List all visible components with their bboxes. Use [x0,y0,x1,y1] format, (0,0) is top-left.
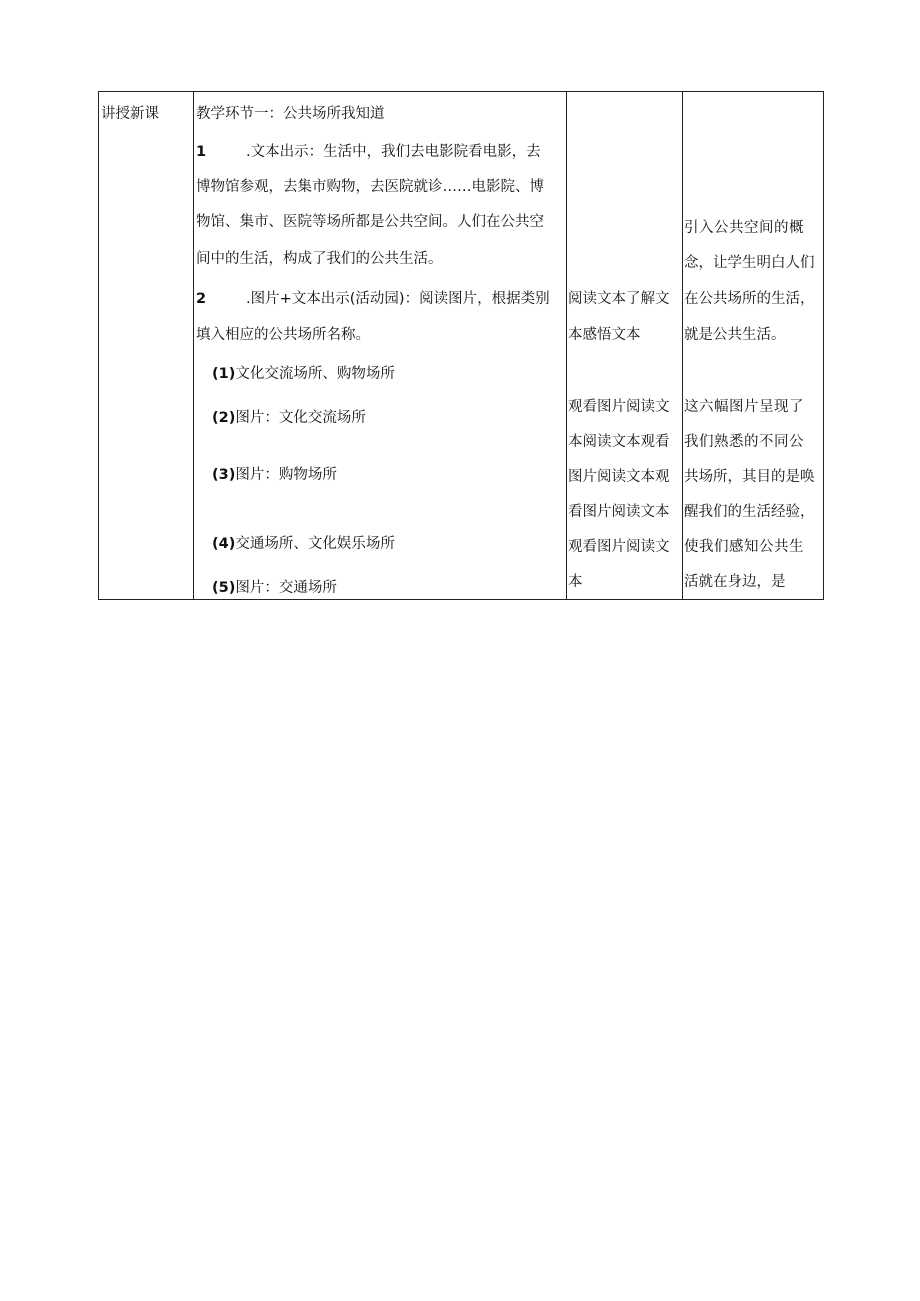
sub-item-4: (4)交通场所、文化娱乐场所 [212,536,395,552]
intent-text-1-line-2: 念，让学生明白人们 [684,255,815,271]
design-intent-cell [683,92,824,600]
sub-item-5: (5)图片：交通场所 [212,580,337,596]
intent-text-1-line-1: 引入公共空间的概 [684,220,804,236]
student-text-2-line-4: 看图片阅读文本 [568,504,670,520]
student-text-1-line-1: 阅读文本了解文 [568,291,670,307]
intent-text-1-line-3: 在公共场所的生活， [684,291,815,307]
segment-heading: 教学环节一：公共场所我知道 [196,106,385,122]
item-2-number: 2 [196,291,207,307]
table-row [99,92,824,600]
item-2-line-1: 2 .图片+文本出示(活动园)：阅读图片，根据类别 [196,291,550,307]
student-text-2-line-5: 观看图片阅读文 [568,539,670,555]
intent-text-2-line-4: 醒我们的生活经验， [684,504,815,520]
sub-item-3: (3)图片：购物场所 [212,467,337,483]
intent-text-2-line-1: 这六幅图片呈现了 [684,399,804,415]
lesson-plan-table [98,91,824,600]
sub-item-1: (1)文化交流场所、购物场所 [212,366,395,382]
section-cell [99,92,194,600]
intent-text-2-line-6: 活就在身边，是 [684,574,786,590]
item-1-line-1: 1 .文本出示：生活中，我们去电影院看电影，去 [196,144,541,160]
item-1-line-3: 物馆、集市、医院等场所都是公共空间。人们在公共空 [196,214,544,230]
student-activity-cell [567,92,683,600]
section-label: 讲授新课 [101,106,159,122]
intent-text-1-line-4: 就是公共生活。 [684,327,786,343]
sub-item-2: (2)图片：文化交流场所 [212,410,366,426]
intent-text-2-line-3: 共场所，其目的是唤 [684,469,815,485]
teacher-activity-cell [194,92,567,600]
intent-text-2-line-2: 我们熟悉的不同公 [684,434,804,450]
item-2-line-2: 填入相应的公共场所名称。 [196,327,370,343]
item-1-line-2: 博物馆参观，去集市购物，去医院就诊……电影院、博 [196,179,544,195]
student-text-2-line-2: 本阅读文本观看 [568,434,670,450]
student-text-2-line-1: 观看图片阅读文 [568,399,670,415]
item-1-number: 1 [196,144,207,160]
student-text-2-line-6: 本 [568,574,583,590]
item-1-line-4: 间中的生活，构成了我们的公共生活。 [196,251,443,267]
student-text-1-line-2: 本感悟文本 [568,327,641,343]
student-text-2-line-3: 图片阅读文本观 [568,469,670,485]
intent-text-2-line-5: 使我们感知公共生 [684,539,804,555]
